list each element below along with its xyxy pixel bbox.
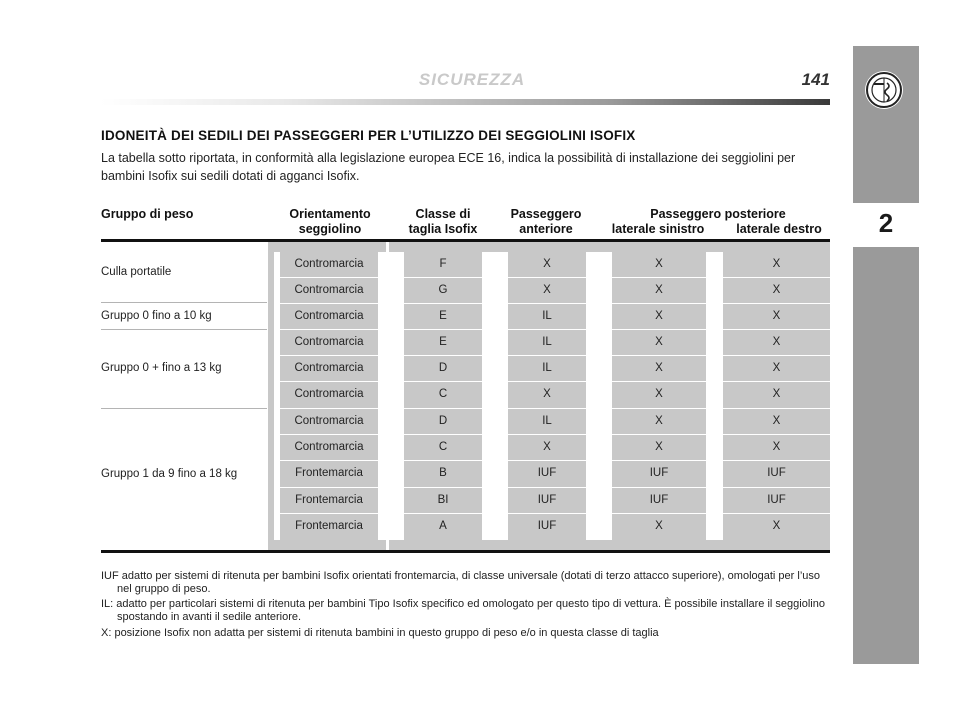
cell-orientation: Frontemarcia — [295, 467, 363, 479]
header-orientation-line2: seggiolino — [298, 222, 362, 236]
page-heading: IDONEITÀ DEI SEDILI DEI PASSEGGERI PER L’UTILIZZO DEI SEGGIOLINI ISOFIX — [101, 128, 636, 143]
cell-rear-right: X — [772, 415, 781, 427]
cell-size-class: B — [439, 467, 447, 479]
chapter-number: 2 — [878, 208, 894, 238]
page-number: 141 — [801, 70, 830, 89]
cell-orientation: Frontemarcia — [295, 494, 363, 506]
cell-front: X — [543, 258, 551, 270]
group-separator — [101, 408, 267, 409]
cell-front: IL — [542, 415, 552, 427]
cell-rear-left: X — [655, 520, 663, 532]
brand-logo-icon — [865, 71, 903, 109]
cell-rear-right: X — [772, 336, 781, 348]
header-orientation-line1: Orientamento — [289, 207, 371, 221]
cell-rear-left: X — [655, 415, 663, 427]
cell-orientation: Contromarcia — [294, 310, 364, 322]
cell-front: IUF — [537, 494, 557, 506]
column-gap — [378, 252, 404, 540]
table-bottom-rule — [101, 550, 830, 553]
row-separator — [280, 277, 830, 278]
cell-size-class: D — [438, 362, 448, 374]
cell-size-class: E — [439, 310, 447, 322]
cell-rear-right: X — [772, 362, 781, 374]
cell-rear-right: IUF — [767, 494, 786, 506]
header-weight-group: Gruppo di peso — [101, 207, 194, 221]
row-separator — [280, 460, 830, 461]
header-orientation — [274, 207, 386, 237]
group-separator — [101, 302, 267, 303]
cell-rear-right: X — [772, 441, 781, 453]
footnote-iuf — [101, 570, 831, 596]
cell-front: IL — [542, 336, 552, 348]
cell-orientation: Frontemarcia — [295, 520, 363, 532]
cell-orientation: Contromarcia — [294, 362, 364, 374]
group-separator — [101, 329, 267, 330]
cell-rear-right: IUF — [767, 467, 786, 479]
header-size-class-line2: taglia Isofix — [408, 222, 478, 236]
cell-orientation: Contromarcia — [294, 415, 364, 427]
header-front-passenger — [498, 207, 594, 237]
cell-front: X — [543, 441, 551, 453]
row-separator — [280, 434, 830, 435]
cell-orientation: Contromarcia — [294, 258, 364, 270]
cell-orientation: Contromarcia — [294, 441, 364, 453]
section-title: SICUREZZA — [418, 70, 526, 89]
cell-front: IUF — [537, 467, 557, 479]
header-size-class-line1: Classe di — [415, 207, 471, 221]
cell-rear-right: X — [772, 388, 781, 400]
cell-size-class: G — [438, 284, 448, 296]
footnote-il-line2: spostando in avanti il sedile anteriore. — [117, 611, 302, 623]
cell-front: IL — [542, 310, 552, 322]
cell-rear-left: X — [655, 388, 663, 400]
cell-size-class: C — [438, 388, 448, 400]
cell-size-class: A — [439, 520, 447, 532]
cell-rear-left: X — [655, 336, 663, 348]
cell-rear-left: X — [655, 362, 663, 374]
cell-rear-left: X — [655, 441, 663, 453]
cell-front: IUF — [537, 520, 557, 532]
group-label: Gruppo 1 da 9 fino a 18 kg — [101, 468, 238, 480]
header-rear-left: laterale sinistro — [611, 222, 705, 236]
cell-size-class: BI — [437, 494, 449, 506]
footnote-iuf-line1: IUF adatto per sistemi di ritenuta per bambini Isofix orientati frontemarcia, di classe universale (dotati di terzo attacco superiore), omologati per l’uso — [101, 570, 821, 582]
footnote-x: X: posizione Isofix non adatta per sistemi di ritenuta bambini in questo gruppo di peso e/o in questa classe di taglia — [101, 627, 659, 639]
cell-size-class: D — [438, 415, 448, 427]
row-separator — [280, 513, 830, 514]
row-separator — [280, 303, 830, 304]
chapter-sidebar — [853, 46, 919, 664]
header-front-line1: Passeggero — [510, 207, 582, 221]
row-separator — [280, 381, 830, 382]
header-rear-passenger: Passeggero posteriore — [650, 207, 786, 221]
row-separator — [280, 487, 830, 488]
cell-size-class: C — [438, 441, 448, 453]
cell-rear-right: X — [772, 310, 781, 322]
footnote-il-line1: IL: adatto per particolari sistemi di ritenuta per bambini Tipo Isofix specifico ed omologato per questo tipo di vettura. È possibile installare il seggiolino — [101, 598, 825, 610]
column-gap — [482, 252, 508, 540]
cell-front: IL — [542, 362, 552, 374]
header-rule — [100, 99, 830, 105]
row-separator — [280, 329, 830, 330]
cell-rear-right: X — [772, 258, 781, 270]
row-separator — [280, 355, 830, 356]
group-label: Gruppo 0 fino a 10 kg — [101, 310, 212, 322]
cell-rear-right: X — [772, 520, 781, 532]
footnote-iuf-line2: nel gruppo di peso. — [117, 583, 211, 595]
cell-rear-left: X — [655, 258, 663, 270]
column-gap — [706, 252, 723, 540]
cell-rear-left: IUF — [649, 494, 669, 506]
cell-rear-right: X — [772, 284, 781, 296]
column-gap — [586, 252, 612, 540]
cell-rear-left: X — [655, 284, 663, 296]
header-rear-right: laterale destro — [736, 222, 822, 236]
cell-front: X — [543, 284, 551, 296]
intro-paragraph: La tabella sotto riportata, in conformità alla legislazione europea ECE 16, indica la possibilità di installazione dei seggiolini per bambini Isofix sui sedili dotati di agganci Isofix. — [101, 151, 796, 183]
cell-rear-left: X — [655, 310, 663, 322]
header-size-class — [393, 207, 493, 237]
cell-rear-left: IUF — [649, 467, 669, 479]
footnote-il — [101, 598, 831, 624]
group-label: Culla portatile — [101, 266, 172, 278]
row-separator — [280, 408, 830, 409]
cell-orientation: Contromarcia — [294, 388, 364, 400]
group-label: Gruppo 0 + fino a 13 kg — [101, 362, 222, 374]
cell-front: X — [543, 388, 551, 400]
header-front-line2: anteriore — [519, 222, 573, 236]
cell-orientation: Contromarcia — [294, 336, 364, 348]
cell-size-class: F — [439, 258, 447, 270]
cell-size-class: E — [439, 336, 447, 348]
cell-orientation: Contromarcia — [294, 284, 364, 296]
